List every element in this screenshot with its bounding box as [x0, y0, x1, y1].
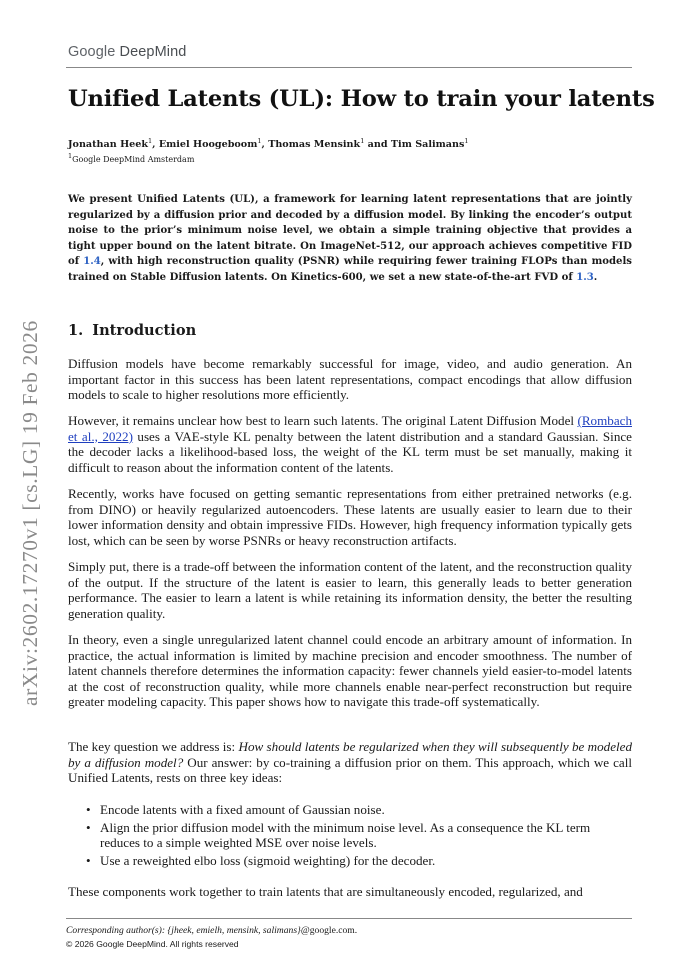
paragraph: Diffusion models have become remarkably successful for image, video, and audio generation. An important factor in this success has been latent representations, compact encodings that allow diffusion models to scale to higher resolutions more efficiently. — [68, 356, 632, 403]
paragraph: Recently, works have focused on getting semantic representations from either pretrained networks (e.g. from DINO) or heavily regularized autoencoders. These latents are usually easier to learn due to their lower information density and obtain impressive FIDs. However, high frequency information typically gets lost, which can be seen by worse PSNRs or heavy reconstruction artifacts. — [68, 486, 632, 548]
section-title: Introduction — [92, 322, 197, 339]
fvd-value: 1.3 — [576, 271, 594, 283]
paragraph: In theory, even a single unregularized latent channel could encode an arbitrary amount of information. In practice, the actual information is limited by machine precision and encoder smoothness. The number of latent channels therefore determines the information capacity: fewer channels yield easier-to-model latents at the cost of reconstruction quality, while more channels enable near-perfect reconstruction but require greater modeling capacity. This paper shows how to navigate this trade-off systematically. — [68, 632, 632, 710]
corresponding-domain: @google.com. — [300, 925, 358, 936]
author-name: Thomas Mensink — [268, 139, 361, 150]
author-separator: , — [261, 139, 269, 150]
corresponding-authors — [66, 925, 357, 936]
author-name: Tim Salimans — [390, 139, 465, 150]
affiliation — [68, 152, 194, 164]
list-item-text: Align the prior diffusion model with the minimum noise level. As a consequence the KL term reduces to a simple weighted MSE over noise levels. — [100, 819, 591, 851]
key-ideas-list — [68, 802, 632, 870]
author-name: Jonathan Heek — [68, 139, 148, 150]
corresponding-label: Corresponding author(s): — [66, 925, 166, 936]
section-number: 1. — [68, 322, 84, 339]
key-question: How should latents be regularized when they will subsequently be modeled by a diffusion model? — [68, 739, 633, 770]
abstract-text: . — [593, 271, 598, 283]
header-divider — [66, 67, 632, 68]
affiliation-mark: 1 — [68, 152, 73, 160]
arxiv-sidebar — [12, 288, 42, 708]
author-affil-mark: 1 — [148, 137, 153, 145]
logo-deepmind: DeepMind — [119, 44, 187, 60]
paragraph-text: Our answer: by co-training a diffusion prior on them. This approach, which we call Unified Latents, rests on three key ideas: — [68, 754, 632, 786]
bullet-glyph: • — [86, 802, 91, 817]
list-item — [68, 820, 632, 851]
paper-title: Unified Latents (UL): How to train your latents — [68, 86, 655, 112]
footer-divider — [66, 918, 632, 919]
list-item-text: Use a reweighted elbo loss (sigmoid weighting) for the decoder. — [100, 852, 436, 868]
bullet-glyph: • — [86, 852, 91, 868]
author-name: Emiel Hoogeboom — [158, 139, 258, 150]
citation-link[interactable]: (Rombach et al., 2022) — [68, 413, 632, 444]
list-item — [68, 853, 632, 869]
google-deepmind-logo — [68, 44, 186, 60]
author-separator: and — [364, 139, 391, 150]
paragraph-text: uses a VAE-style KL penalty between the latent distribution and a standard Gaussian. Since the decoder lacks a likelihood-based loss, the weight of the KL term must be set manually, making it difficult to reason about the information content of the latents. — [68, 428, 632, 475]
author-affil-mark: 1 — [257, 137, 262, 145]
copyright: © 2026 Google DeepMind. All rights reserved — [66, 939, 239, 949]
fid-value: 1.4 — [83, 256, 101, 268]
author-affil-mark: 1 — [464, 137, 469, 145]
paragraph: Simply put, there is a trade-off between the information content of the latent, and the reconstruction quality of the output. If the structure of the latent is easier to learn, this generally leads to better generation performance. The easier to learn a latent is while retaining its information density, the better the resulting generation quality. — [68, 559, 632, 621]
corresponding-emails: {jheek, emielh, mensink, salimans} — [165, 925, 301, 936]
section-heading — [68, 322, 196, 339]
affiliation-text: Google DeepMind Amsterdam — [72, 155, 195, 164]
list-item — [68, 802, 632, 818]
abstract-text: We present Unified Latents (UL), a framework for learning latent representations that are jointly regularized by a diffusion prior and decoded by a diffusion model. By linking the encoder’s output noise to the prior’s minimum noise level, we obtain a simple training objective that provides a tight upper bound on the latent bitrate. On ImageNet-512, our approach achieves competitive FID of — [68, 194, 632, 268]
list-item-text: Encode latents with a fixed amount of Gaussian noise. — [100, 802, 385, 817]
bullet-glyph: • — [86, 819, 91, 835]
arxiv-stamp: arXiv:2602.17270v1 [cs.LG] 19 Feb 2026 — [18, 320, 42, 706]
logo-google: Google — [68, 44, 116, 60]
paragraph-text: However, it remains unclear how best to learn such latents. The original Latent Diffusion Model — [68, 413, 578, 428]
abstract — [68, 192, 632, 286]
author-affil-mark: 1 — [360, 137, 365, 145]
paragraph-text: The key question we address is: — [68, 739, 239, 754]
abstract-text: , with high reconstruction quality (PSNR) while requiring fewer training FLOPs than models trained on Stable Diffusion latents. On Kinetics-600, we set a new state-of-the-art FVD of — [68, 256, 632, 283]
author-list — [68, 137, 469, 150]
paragraph: These components work together to train latents that are simultaneously encoded, regularized, and — [68, 884, 583, 899]
paragraph — [68, 739, 632, 786]
paragraph — [68, 413, 632, 475]
author-separator: , — [152, 139, 159, 150]
